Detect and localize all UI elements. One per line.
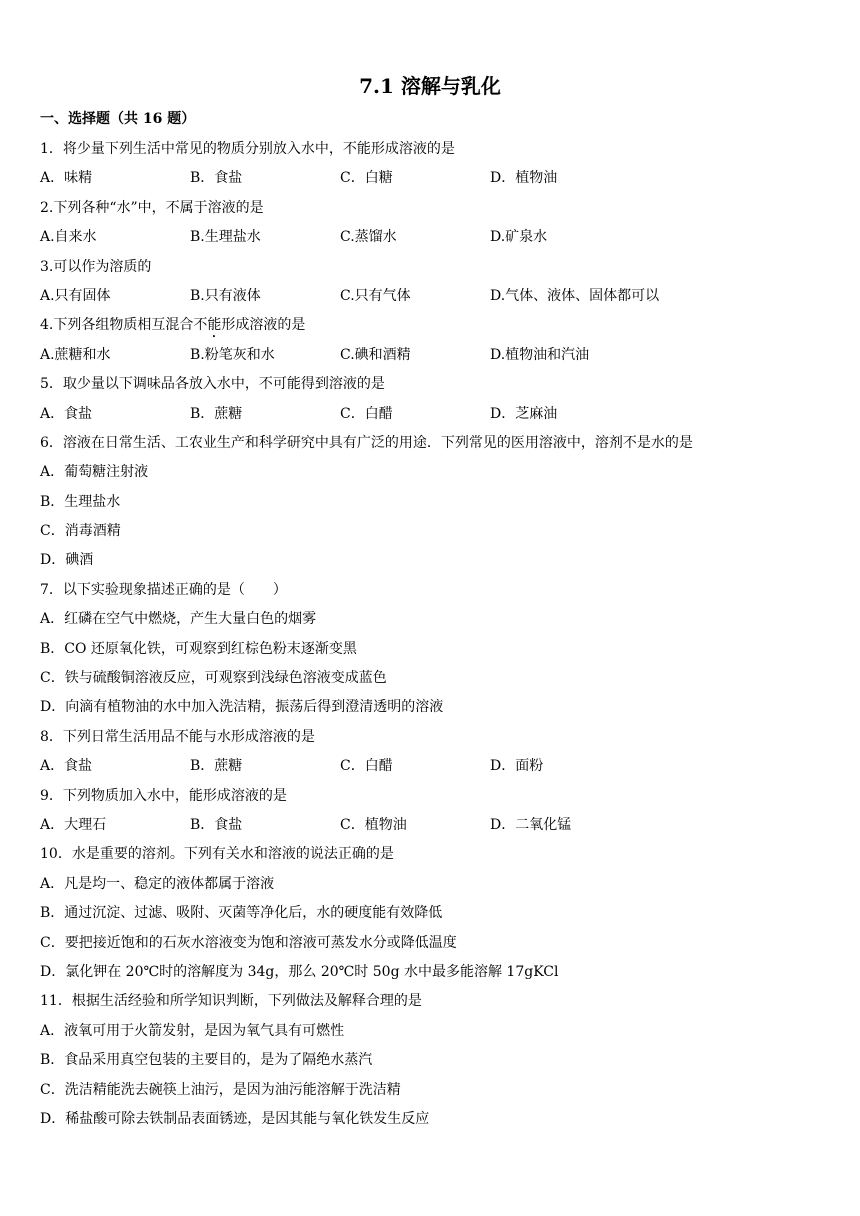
answer-option: C.碘和酒精	[340, 346, 411, 363]
answer-option: D．氯化钾在 20℃时的溶解度为 34g，那么 20℃时 50g 水中最多能溶解 17gKCl	[40, 963, 559, 980]
question-7	[40, 577, 830, 724]
answer-option: A.只有固体	[40, 287, 111, 304]
answer-option: B.粉笔灰和水	[190, 346, 275, 363]
answer-option: A．红磷在空气中燃烧，产生大量白色的烟雾	[40, 611, 317, 628]
answer-option: C．消毒酒精	[40, 523, 121, 540]
answer-option: C．洗洁精能洗去碗筷上油污，是因为油污能溶解于洗洁精	[40, 1081, 401, 1098]
answer-option: B．食品采用真空包装的主要目的，是为了隔绝水蒸汽	[40, 1052, 373, 1069]
question-1	[40, 136, 830, 195]
answer-option: A．大理石	[40, 816, 107, 833]
option-list	[40, 459, 830, 577]
answer-option: C．植物油	[340, 816, 407, 833]
option-list	[40, 1018, 830, 1136]
section-heading: 一、选择题（共 16 题）	[40, 111, 196, 127]
question-11	[40, 988, 830, 1135]
answer-option: C．要把接近饱和的石灰水溶液变为饱和溶液可蒸发水分或降低温度	[40, 934, 457, 951]
option-list	[40, 224, 830, 253]
answer-option: C．白醋	[340, 758, 393, 775]
option-list	[40, 606, 830, 724]
answer-option: A．味精	[40, 170, 93, 187]
question-8	[40, 724, 830, 783]
answer-option: B．食盐	[190, 816, 243, 833]
answer-option: C．白糖	[340, 170, 393, 187]
question-6	[40, 430, 830, 577]
answer-option: D．向滴有植物油的水中加入洗洁精，振荡后得到澄清透明的溶液	[40, 699, 444, 716]
option-list	[40, 283, 830, 312]
answer-option: A.自来水	[40, 229, 97, 246]
answer-option: B．蔗糖	[190, 405, 243, 422]
emphasis-mark: 能	[207, 317, 222, 334]
question-stem: 8．下列日常生活用品不能与水形成溶液的是	[40, 728, 315, 745]
answer-option: C．铁与硫酸铜溶液反应，可观察到浅绿色溶液变成蓝色	[40, 670, 387, 687]
option-list	[40, 812, 830, 841]
option-list	[40, 871, 830, 989]
question-stem: 9．下列物质加入水中，能形成溶液的是	[40, 787, 287, 804]
answer-option: D.植物油和汽油	[490, 346, 590, 363]
question-stem: 10．水是重要的溶剂。下列有关水和溶液的说法正确的是	[40, 846, 394, 863]
answer-option: A.蔗糖和水	[40, 346, 111, 363]
question-stem: 4.下列各组物质相互混合不能形成溶液的是	[40, 317, 306, 334]
page-title: 7.1 溶解与乳化	[359, 74, 501, 98]
question-4	[40, 312, 830, 371]
question-stem: 6．溶液在日常生活、工农业生产和科学研究中具有广泛的用途．下列常见的医用溶液中，溶剂不是水的是	[40, 434, 693, 451]
question-stem: 2.下列各种“水”中，不属于溶液的是	[40, 199, 264, 216]
question-10	[40, 841, 830, 988]
option-list	[40, 165, 830, 194]
answer-option: C.蒸馏水	[340, 229, 397, 246]
answer-option: B.生理盐水	[190, 229, 261, 246]
option-list	[40, 342, 830, 371]
answer-option: D．芝麻油	[490, 405, 558, 422]
answer-option: B.只有液体	[190, 287, 261, 304]
question-5	[40, 371, 830, 430]
question-stem: 1．将少量下列生活中常见的物质分别放入水中，不能形成溶液的是	[40, 141, 455, 157]
answer-option: D.气体、液体、固体都可以	[490, 287, 660, 304]
answer-option: B．通过沉淀、过滤、吸附、灭菌等净化后，水的硬度能有效降低	[40, 905, 443, 922]
question-stem: 5．取少量以下调味品各放入水中，不可能得到溶液的是	[40, 376, 385, 393]
answer-option: D．稀盐酸可除去铁制品表面锈迹，是因其能与氧化铁发生反应	[40, 1110, 430, 1127]
answer-option: A．葡萄糖注射液	[40, 464, 149, 481]
answer-option: B．蔗糖	[190, 758, 243, 775]
answer-option: B．CO 还原氧化铁，可观察到红棕色粉末逐渐变黑	[40, 640, 357, 657]
question-stem: 3.可以作为溶质的	[40, 258, 152, 275]
question-3	[40, 254, 830, 313]
question-9	[40, 783, 830, 842]
question-2	[40, 195, 830, 254]
option-list	[40, 753, 830, 782]
answer-option: C.只有气体	[340, 287, 411, 304]
question-stem: 11．根据生活经验和所学知识判断，下列做法及解释合理的是	[40, 993, 422, 1010]
answer-option: D．二氧化锰	[490, 816, 572, 833]
answer-option: A．凡是均一、稳定的液体都属于溶液	[40, 875, 275, 892]
option-list	[40, 401, 830, 430]
answer-option: C．白醋	[340, 405, 393, 422]
question-stem: 7．以下实验现象描述正确的是（ ）	[40, 581, 287, 598]
answer-option: A．食盐	[40, 758, 93, 775]
answer-option: A．液氧可用于火箭发射，是因为氧气具有可燃性	[40, 1022, 345, 1039]
answer-option: A．食盐	[40, 405, 93, 422]
answer-option: D．植物油	[490, 170, 558, 187]
answer-option: D.矿泉水	[490, 229, 548, 246]
answer-option: B．生理盐水	[40, 493, 121, 510]
answer-option: D．碘酒	[40, 552, 94, 569]
answer-option: D．面粉	[490, 758, 544, 775]
answer-option: B．食盐	[190, 170, 243, 187]
question-list	[40, 136, 830, 1135]
